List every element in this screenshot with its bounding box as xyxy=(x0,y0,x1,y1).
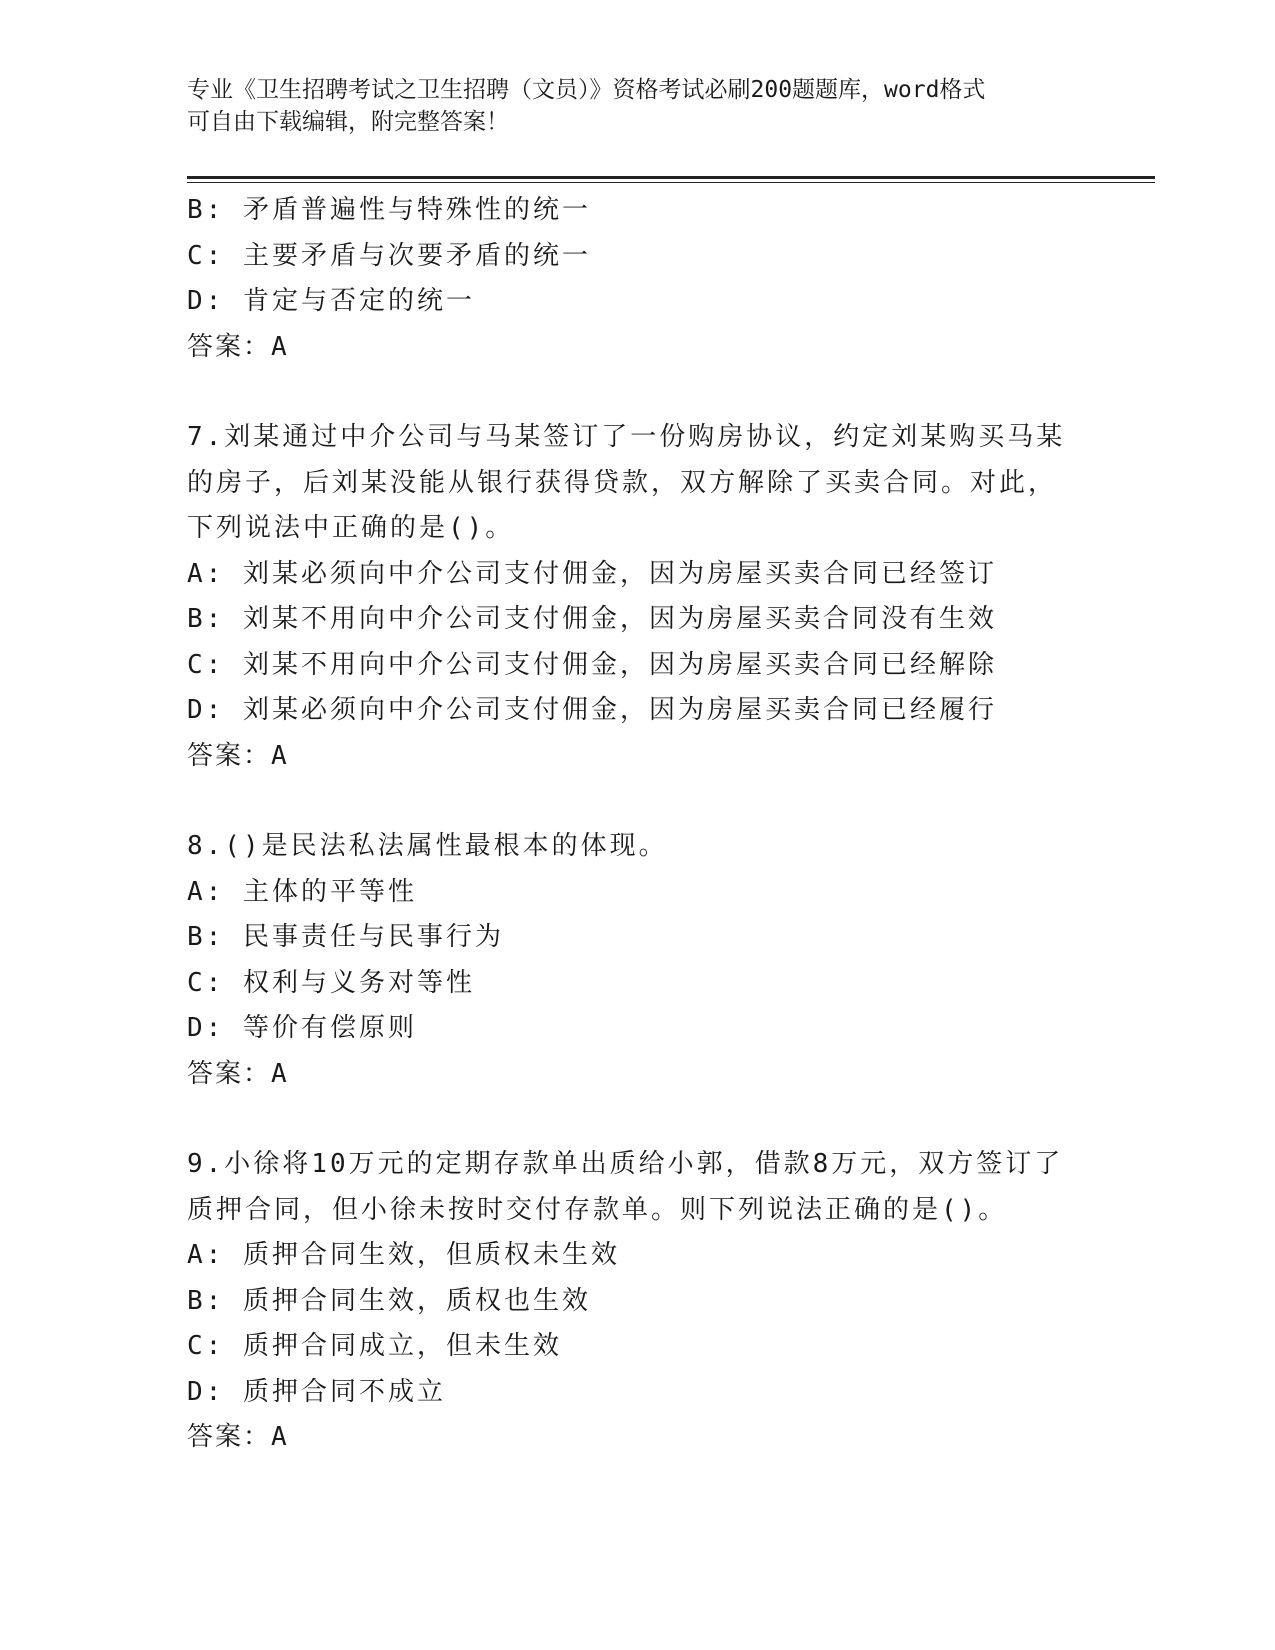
question-stem-line: 9.小徐将10万元的定期存款单出质给小郭，借款8万元，双方签订了 xyxy=(187,1149,1064,1179)
option-b: B: 矛盾普遍性与特殊性的统一 xyxy=(187,195,591,225)
header-divider-thick xyxy=(187,176,1155,179)
option-d: D: 质押合同不成立 xyxy=(187,1376,446,1407)
answer-line: 答案：A xyxy=(187,331,289,362)
prev-question-block xyxy=(187,188,1087,370)
answer-line: 答案：A xyxy=(187,1422,289,1452)
option-c: C: 权利与义务对等性 xyxy=(187,967,475,998)
header-line-1: 专业《卫生招聘考试之卫生招聘（文员）》资格考试必刷200题题库，word格式 xyxy=(187,77,986,103)
option-b: B: 民事责任与民事行为 xyxy=(187,922,504,952)
option-c: C: 质押合同成立，但未生效 xyxy=(187,1331,562,1361)
question-stem-line: 8.()是民法私法属性最根本的体现。 xyxy=(187,831,668,861)
question-spacer xyxy=(187,370,1087,415)
question-spacer xyxy=(187,779,1087,824)
option-c: C: 刘某不用向中介公司支付佣金，因为房屋买卖合同已经解除 xyxy=(187,649,997,680)
question-stem-line: 7.刘某通过中介公司与马某签订了一份购房协议，约定刘某购买马某 xyxy=(187,422,1066,452)
header-line-2: 可自由下载编辑，附完整答案！ xyxy=(187,109,509,135)
question-block-8 xyxy=(187,824,1087,1097)
question-stem-line: 下列说法中正确的是()。 xyxy=(187,513,515,543)
question-stem-line: 的房子，后刘某没能从银行获得贷款，双方解除了买卖合同。对此， xyxy=(187,467,1058,498)
document-header xyxy=(187,74,1087,138)
header-divider-thin xyxy=(187,182,1155,183)
option-a: A: 质押合同生效，但质权未生效 xyxy=(187,1240,620,1270)
question-block-7 xyxy=(187,415,1087,779)
option-c: C: 主要矛盾与次要矛盾的统一 xyxy=(187,240,591,271)
option-d: D: 刘某必须向中介公司支付佣金，因为房屋买卖合同已经履行 xyxy=(187,695,997,725)
question-block-9 xyxy=(187,1142,1087,1461)
option-d: D: 肯定与否定的统一 xyxy=(187,286,475,316)
answer-line: 答案：A xyxy=(187,1058,289,1089)
option-b: B: 刘某不用向中介公司支付佣金，因为房屋买卖合同没有生效 xyxy=(187,604,997,634)
option-a: A: 刘某必须向中介公司支付佣金，因为房屋买卖合同已经签订 xyxy=(187,558,997,589)
question-spacer xyxy=(187,1097,1087,1142)
option-b: B: 质押合同生效，质权也生效 xyxy=(187,1285,591,1316)
question-stem-line: 质押合同，但小徐未按时交付存款单。则下列说法正确的是()。 xyxy=(187,1194,1008,1225)
option-d: D: 等价有偿原则 xyxy=(187,1013,417,1043)
answer-line: 答案：A xyxy=(187,740,289,771)
option-a: A: 主体的平等性 xyxy=(187,876,417,907)
question-content xyxy=(187,188,1087,1461)
